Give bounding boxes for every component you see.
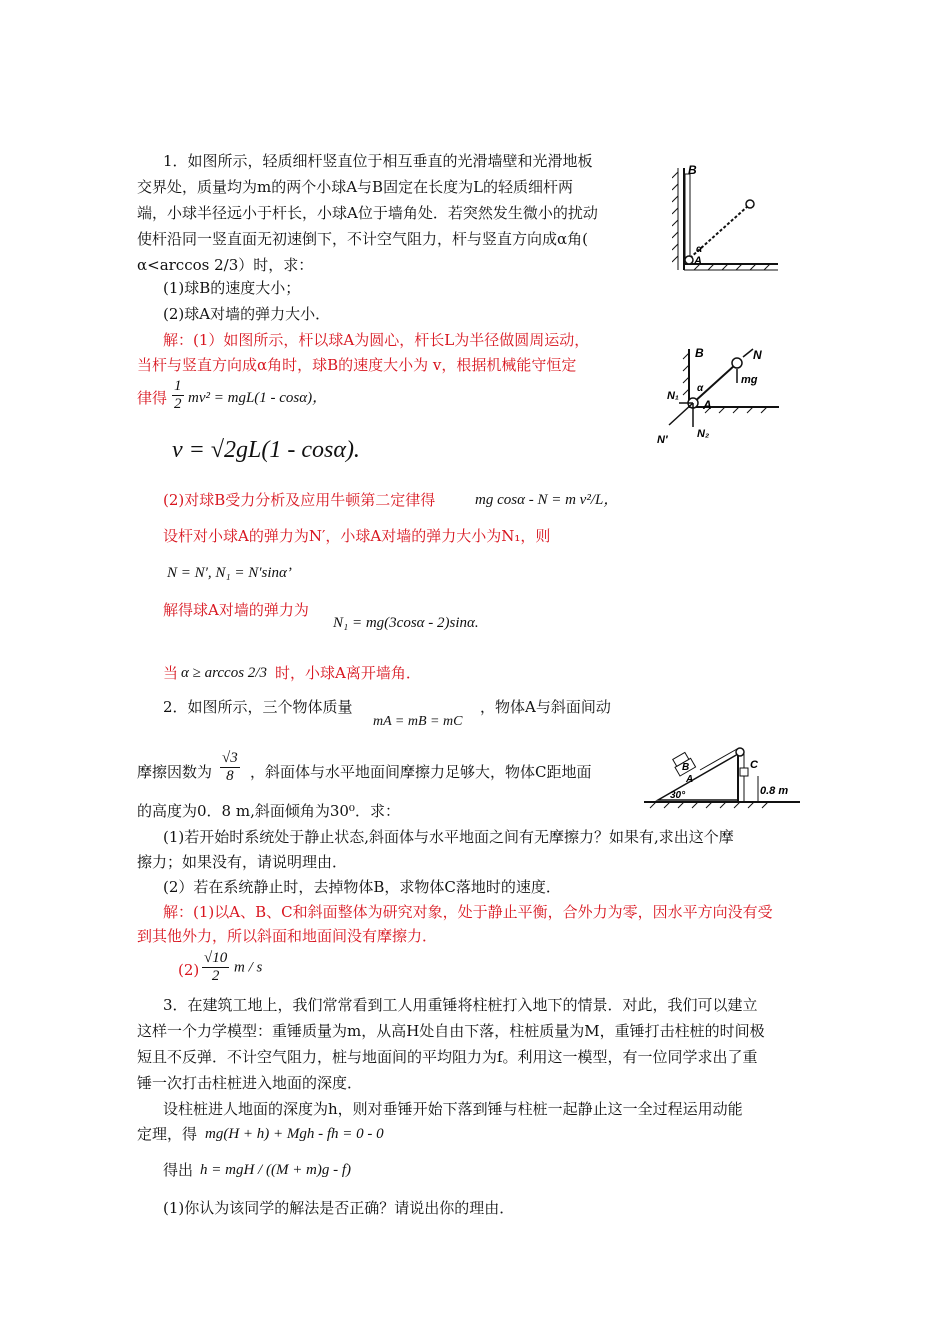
q1-eq-forces: N = N′, N₁ = N′sinα’ [167, 565, 292, 581]
q2-sub2: (2）若在系统静止时，去掉物体B，求物体C落地时的速度． [163, 878, 561, 896]
fig2-label-a: A [703, 398, 712, 412]
q2-answer-line3: (2) [178, 961, 200, 979]
q2-text-line2b: ，斜面体与水平地面间摩擦力足够大，物体C距地面 [250, 763, 592, 781]
q1-eq-condition: α ≥ arccos 2/3 [181, 665, 267, 681]
q3-eq-energy: mg(H + h) + Mgh - fh = 0 - 0 [205, 1126, 384, 1142]
q2-sub1: (1)若开始时系统处于静止状态,斜面体与水平地面之间有无摩擦力？如果有,求出这个摩 [163, 828, 734, 846]
fig3-label-height: 0.8 m [760, 785, 789, 797]
q1-text-line2: 交界处，质量均为m的两个小球A与B固定在长度为L的轻质细杆两 [137, 178, 574, 196]
q2-sub1b: 擦力；如果没有，请说明理由． [137, 853, 348, 871]
q1-answer-line1: 解：(1）如图所示，杆以球A为圆心，杆长L为半径做圆周运动， [163, 331, 590, 349]
q3-text-line6: 定理，得 [137, 1125, 198, 1143]
fig3-label-a: A [686, 774, 694, 785]
q3-eq-depth: h = mgH / ((M + m)g - f) [200, 1162, 352, 1178]
q1-answer-line7c: 时，小球A离开墙角． [275, 664, 421, 682]
figure-rod-wall [672, 160, 782, 280]
q1-answer-line3: 律得 [137, 389, 168, 407]
fig1-label-b: B [688, 163, 697, 177]
q2-text-line3: 的高度为0．8 m,斜面倾角为30⁰．求： [137, 802, 400, 820]
fig2-label-alpha: α [697, 383, 704, 394]
q1-text-line3: 端，小球半径远小于杆长，小球A位于墙角处．若突然发生微小的扰动 [137, 204, 598, 222]
fig2-label-n2: N₂ [697, 428, 710, 440]
q2-eq-mu: $\frac{√3}{8}$ [222, 750, 238, 784]
q1-text-line1: 1．如图所示，轻质细杆竖直位于相互垂直的光滑墙壁和光滑地板 [163, 152, 593, 170]
q2-text-line1: 2．如图所示，三个物体质量 [163, 698, 353, 716]
q1-text-line4: 使杆沿同一竖直面无初速倒下，不计空气阻力，杆与竖直方向成α角( [137, 230, 588, 248]
q1-sub1: (1)球B的速度大小； [163, 279, 301, 297]
q2-eq-velocity: $\frac{√10}{2}$ m / s [204, 950, 263, 984]
figure-incline [640, 740, 805, 810]
fig2-label-b: B [695, 346, 704, 360]
q1-eq-energy: mv² = mgL(1 - cosα)， [188, 390, 328, 406]
q3-text-line1: 3．在建筑工地上，我们常常看到工人用重锤将柱桩打入地下的情景．对此，我们可以建立 [163, 996, 758, 1014]
fig1-label-alpha: α [696, 244, 703, 255]
fig2-label-n1: N₁ [667, 390, 679, 402]
q3-text-line2: 这样一个力学模型：重锤质量为m，从高H处自由下落，柱桩质量为M，重锤打击柱桩的时间极 [137, 1022, 765, 1040]
q1-eq-half: $\frac{1}{2}$ [174, 378, 182, 412]
fig2-label-mg: mg [741, 374, 758, 386]
q2-eq-masses: mA = mB = mC [373, 714, 463, 729]
q1-answer-line4: (2)对球B受力分析及应用牛顿第二定律得 [163, 491, 436, 509]
figure-force-diagram [655, 345, 785, 450]
fig2-label-n-prime: N′ [657, 434, 668, 446]
q3-text-line7: 得出 [163, 1161, 194, 1179]
q1-answer-line6: 解得球A对墙的弹力为 [163, 601, 309, 619]
fig1-label-a: A [694, 255, 702, 267]
q3-text-line3: 短且不反弹．不计空气阻力，桩与地面间的平均阻力为f。利用这一模型，有一位同学求出了重 [137, 1048, 758, 1066]
q2-text-line2a: 摩擦因数为 [137, 763, 213, 781]
q3-sub1: (1)你认为该同学的解法是否正确？请说出你的理由． [163, 1199, 515, 1217]
fig3-label-c: C [750, 759, 758, 771]
q1-eq-velocity: v = √2gL(1 - cosα). [172, 437, 360, 463]
q2-answer-line1: 解：(1)以A、B、C和斜面整体为研究对象，处于静止平衡，合外力为零，因水平方向没有受 [163, 903, 773, 921]
fig2-label-n: N [753, 348, 762, 362]
q1-eq-wall-force: N₁ = mg(3cosα - 2)sinα. [333, 615, 479, 631]
q1-answer-line5: 设杆对小球A的弹力为N′，小球A对墙的弹力大小为N₁，则 [163, 527, 551, 545]
q2-answer-line2: 到其他外力，所以斜面和地面间没有摩擦力． [137, 927, 438, 945]
fig3-label-b: B [682, 762, 690, 773]
q1-answer-line2: 当杆与竖直方向成α角时，球B的速度大小为 v，根据机械能守恒定 [137, 356, 577, 374]
q1-sub2: (2)球A对墙的弹力大小． [163, 305, 331, 323]
q1-eq-newton: mg cosα - N = m v²/L， [475, 492, 619, 508]
q2-text-line1b: ，物体A与斜面间动 [480, 698, 611, 716]
q3-text-line4: 锤一次打击柱桩进入地面的深度． [137, 1074, 363, 1092]
q3-text-line5: 设柱桩进人地面的深度为h，则对垂锤开始下落到锤与柱桩一起静止这一全过程运用动能 [163, 1100, 743, 1118]
fig3-label-angle: 30° [670, 790, 686, 801]
q1-answer-line7a: 当 [163, 664, 179, 682]
q1-text-line5: α<arccos 2/3）时，求： [137, 256, 314, 274]
